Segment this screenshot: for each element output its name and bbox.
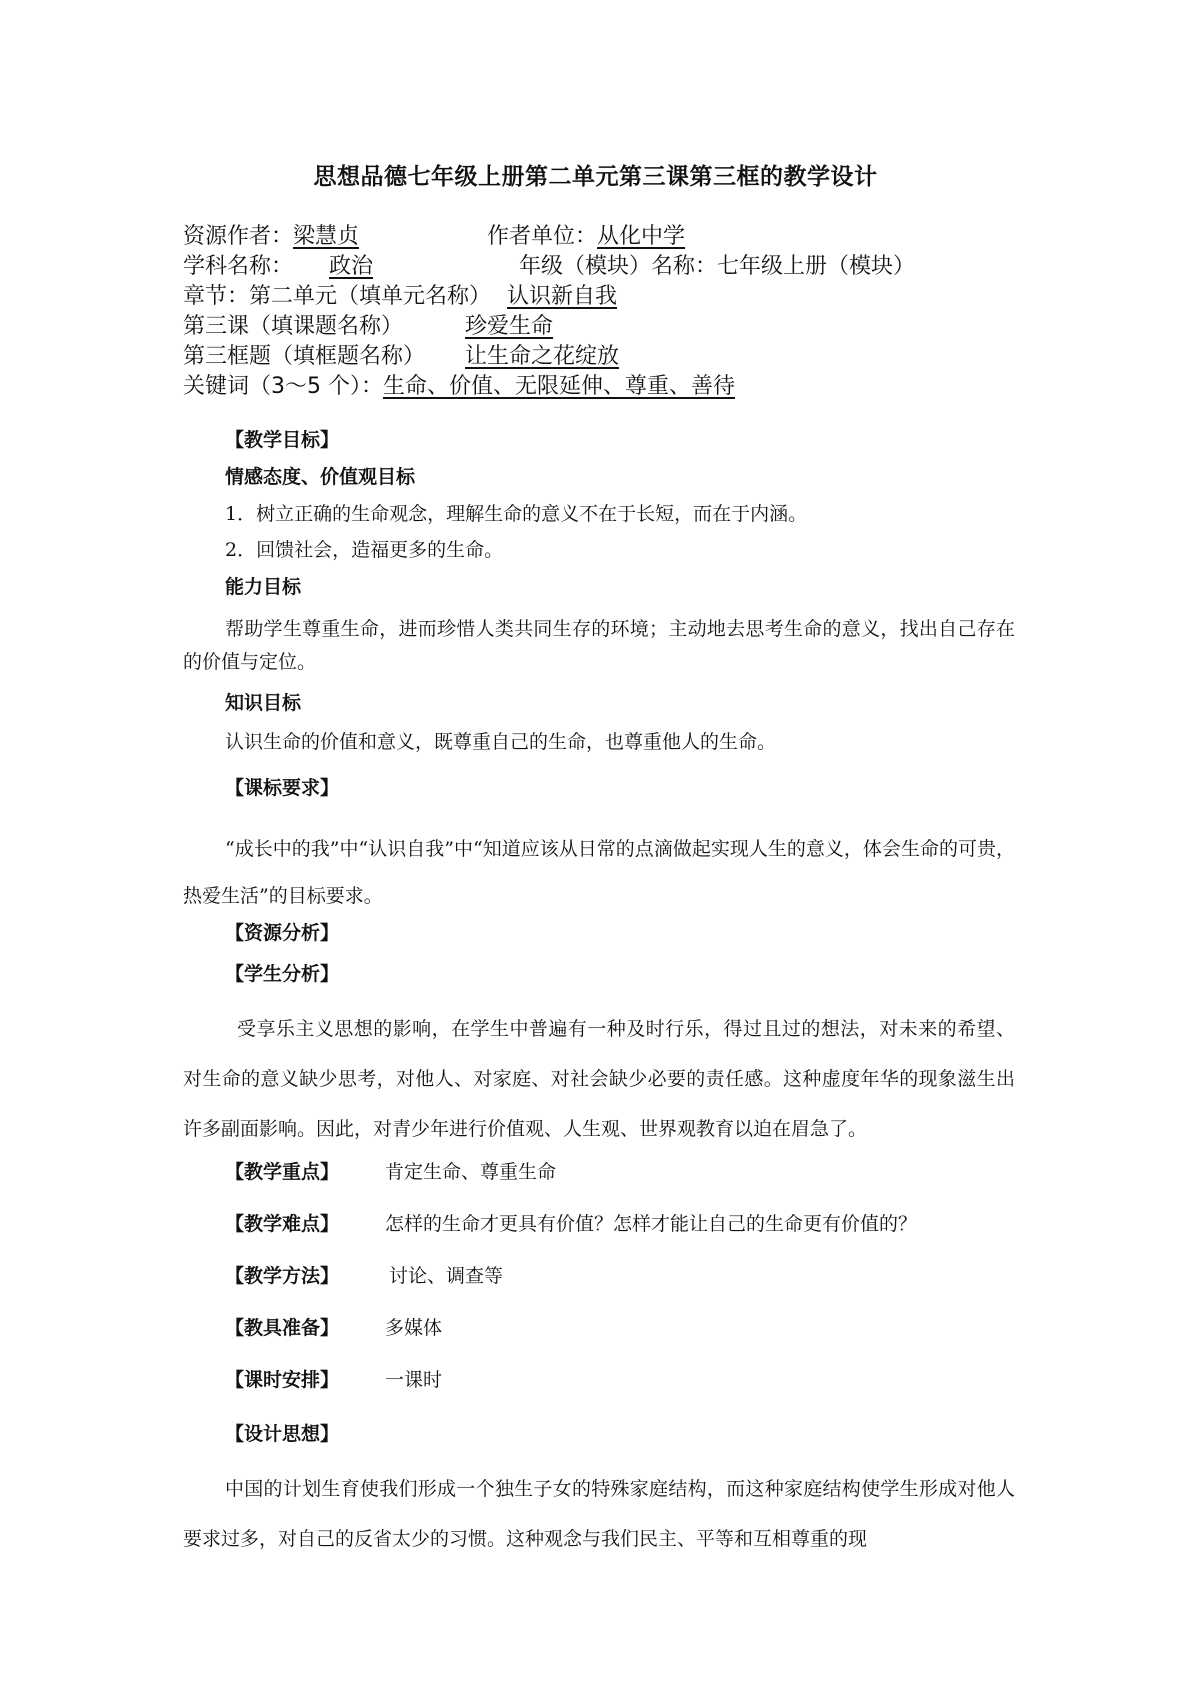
meta-block (183, 222, 1043, 402)
frame-value: 让生命之花绽放 (465, 344, 620, 369)
meta-lesson-row (183, 312, 1043, 342)
ability-heading: 能力目标 (225, 576, 302, 598)
difficulties-label: 【教学难点】 (225, 1213, 340, 1235)
author-label: 资源作者： (183, 224, 294, 249)
document-title: 思想品德七年级上册第二单元第三课第三框的教学设计 (313, 164, 878, 190)
resource-analysis-heading: 【资源分析】 (225, 922, 340, 944)
teaching-aids-label: 【教具准备】 (225, 1317, 340, 1339)
emotion-item-1: 1．树立正确的生命观念，理解生命的意义不在于长短，而在于内涵。 (225, 503, 808, 525)
grade-value: 七年级上册（模块） (717, 254, 916, 279)
standards-heading: 【课标要求】 (225, 777, 340, 799)
student-analysis-text: 受享乐主义思想的影响，在学生中普遍有一种及时行乐，得过且过的想法，对未来的希望、对生命的意义缺少思考，对他人、对家庭、对社会缺少必要的责任感。这种虚度年华的现象滋生出许多副面影响。因此，对青少年进行价值观、人生观、世界观教育以迫在眉急了。 (183, 1018, 1015, 1140)
lesson-value: 珍爱生命 (465, 314, 554, 339)
key-points-value: 肯定生命、尊重生命 (385, 1161, 557, 1183)
knowledge-heading: 知识目标 (225, 692, 302, 714)
unit-label: 作者单位： (487, 224, 598, 249)
difficulties-value: 怎样的生命才更具有价值？怎样才能让自己的生命更有价值的？ (385, 1213, 918, 1235)
objectives-heading: 【教学目标】 (225, 429, 340, 451)
methods-value: 讨论、调查等 (389, 1265, 504, 1287)
standards-text: “成长中的我”中“认识自我”中“知道应该从日常的点滴做起实现人生的意义，体会生命的可贵，热爱生活”的目标要求。 (183, 838, 1015, 907)
methods-label: 【教学方法】 (225, 1265, 340, 1287)
keywords-label: 关键词（3～5 个）： (183, 374, 383, 399)
knowledge-text: 认识生命的价值和意义，既尊重自己的生命，也尊重他人的生命。 (225, 731, 777, 753)
schedule-label: 【课时安排】 (225, 1369, 340, 1391)
frame-label: 第三框题（填框题名称） (183, 344, 426, 369)
subject-label: 学科名称： (183, 254, 294, 279)
meta-keywords-row (183, 372, 1043, 402)
unit-value: 从化中学 (597, 224, 686, 249)
lesson-label: 第三课（填课题名称） (183, 314, 404, 339)
chapter-value: 认识新自我 (507, 284, 618, 309)
subject-value: 政治 (329, 254, 374, 279)
meta-author-row (183, 222, 1043, 252)
author-value: 梁慧贞 (293, 224, 360, 249)
meta-frame-row (183, 342, 1043, 372)
design-heading: 【设计思想】 (225, 1423, 340, 1445)
emotion-item-2: 2．回馈社会，造福更多的生命。 (225, 539, 504, 561)
schedule-value: 一课时 (385, 1369, 443, 1391)
student-analysis-heading: 【学生分析】 (225, 963, 340, 985)
design-text: 中国的计划生育使我们形成一个独生子女的特殊家庭结构，而这种家庭结构使学生形成对他人要求过多，对自己的反省太少的习惯。这种观念与我们民主、平等和互相尊重的现 (183, 1478, 1015, 1550)
meta-chapter-row (183, 282, 1043, 312)
grade-label: 年级（模块）名称： (519, 254, 718, 279)
chapter-label: 章节：第二单元（填单元名称） (183, 284, 492, 309)
emotion-heading: 情感态度、价值观目标 (225, 466, 416, 488)
keywords-value: 生命、价值、无限延伸、尊重、善待 (383, 374, 736, 399)
teaching-aids-value: 多媒体 (385, 1317, 443, 1339)
key-points-label: 【教学重点】 (225, 1161, 340, 1183)
ability-text: 帮助学生尊重生命，进而珍惜人类共同生存的环境；主动地去思考生命的意义，找出自己存在的价值与定位。 (183, 618, 1015, 673)
meta-subject-row (183, 252, 1043, 282)
